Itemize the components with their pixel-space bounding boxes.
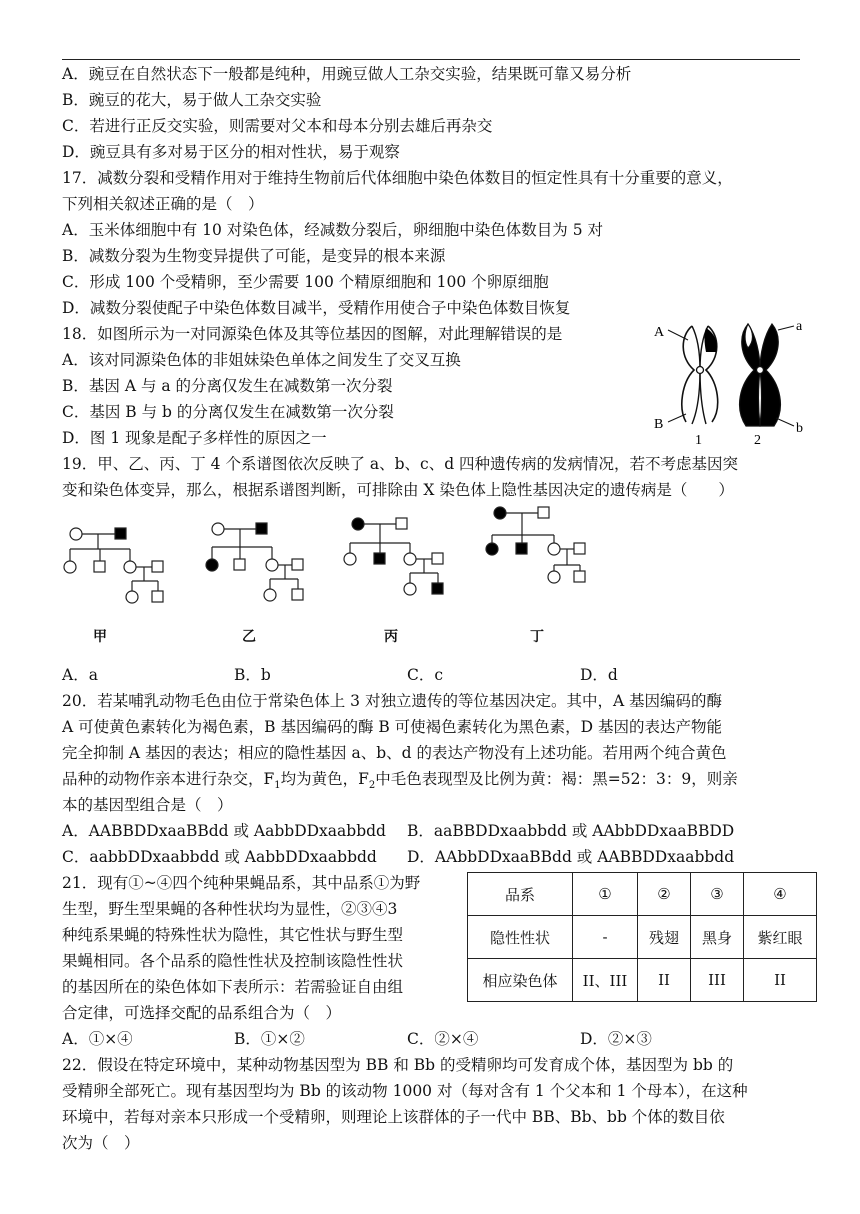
q21-stem-3: 种纯系果蝇的特殊性状为隐性，其它性状与野生型 [62,926,404,944]
q20-stem-5: 本的基因型组合是（ ） [62,796,233,814]
table-cell: 相应染色体 [468,959,573,1002]
chromosome-figure [650,318,810,448]
pedigree-ding [486,507,585,583]
q16-option-b: B．豌豆的花大，易于做人工杂交实验 [62,91,322,109]
table-cell: III [691,959,744,1002]
q18-stem: 18．如图所示为一对同源染色体及其等位基因的图解，对此理解错误的是 [62,325,563,343]
q22-stem-4: 次为（ ） [62,1134,140,1152]
q20-stem-4: 品种的动物作亲本进行杂交，$F_1$均为黄色，$F_2$中毛色表现型及比例为黄：褐：黑=52：3：9，则亲 [62,770,738,792]
table-cell: 残翅 [638,916,691,959]
table-row [468,959,817,1002]
table-cell: ② [638,873,691,916]
q18-option-a: A．该对同源染色体的非姐妹染色单体之间发生了交叉互换 [62,351,461,369]
q18-option-c: C．基因 B 与 b 的分离仅发生在减数第一次分裂 [62,403,394,421]
q21-option-a: A．①×④ [62,1030,133,1048]
pedigree-jia [64,528,163,603]
q20-option-d: D．AAbbDDxaaBBdd 或 AABBDDxaabbdd [407,848,735,866]
table-cell: 紫红眼 [744,916,817,959]
table-cell: ③ [691,873,744,916]
chromosome-1 [682,326,718,424]
q21-stem-6: 合定律，可选择交配的品系组合为（ ） [62,1004,342,1022]
table-cell: II、III [573,959,638,1002]
q19-option-a: A．a [62,666,98,684]
q20-stem-3: 完全抑制 A 基因的表达；相应的隐性基因 a、b、d 的表达产物没有上述功能。若用两个纯合黄色 [62,744,727,762]
pedigree-label-yi: 乙 [242,629,256,645]
q20-option-c: C．aabbDDxaabbdd 或 AabbDDxaabbdd [62,848,377,866]
q22-stem-3: 环境中，若每对亲本只形成一个受精卵，则理论上该群体的子一代中 BB、Bb、bb 个体的数目依 [62,1108,725,1126]
q21-option-c: C．②×④ [407,1030,479,1048]
q21-option-b: B．①×② [234,1030,305,1048]
q19-option-d: D．d [580,666,618,684]
q16-option-c: C．若进行正反交实验，则需要对父本和母本分别去雄后再杂交 [62,117,493,135]
chromosome-2 [740,324,781,426]
top-rule [62,59,800,60]
q18-option-b: B．基因 A 与 a 的分离仅发生在减数第一次分裂 [62,377,393,395]
table-cell: II [638,959,691,1002]
q21-stem-2: 生型，野生型果蝇的各种性状均为显性，②③④3 [62,900,398,918]
q20-stem-1: 20．若某哺乳动物毛色由位于常染色体上 3 对独立遗传的等位基因决定。其中，A 基因编码的酶 [62,692,723,710]
q19-option-b: B．b [234,666,271,684]
table-row [468,916,817,959]
pedigree-label-jia: 甲 [93,629,107,645]
label-1: 1 [695,433,702,448]
table-cell: 品系 [468,873,573,916]
pedigree-bing [344,518,443,595]
label-B: B [654,417,664,432]
q20-option-b: B．aaBBDDxaabbdd 或 AAbbDDxaaBBDD [407,822,735,840]
label-2: 2 [754,433,761,448]
strain-table [467,872,817,1002]
q17-option-d: D．减数分裂使配子中染色体数目减半，受精作用使合子中染色体数目恢复 [62,299,571,317]
q21-option-d: D．②×③ [580,1030,652,1048]
label-A: A [654,325,665,340]
q16-option-d: D．豌豆具有多对易于区分的相对性状，易于观察 [62,143,400,161]
pedigree-yi [206,523,303,601]
q20-option-a: A．AABBDDxaaBBdd 或 AabbDDxaabbdd [62,822,386,840]
table-row [468,873,817,916]
q17-option-a: A．玉米体细胞中有 10 对染色体，经减数分裂后，卵细胞中染色体数目为 5 对 [62,221,603,239]
q21-stem-5: 的基因所在的染色体如下表所示：若需验证自由组 [62,978,404,996]
table-cell: II [744,959,817,1002]
table-cell: - [573,916,638,959]
q21-stem-4: 果蝇相同。各个品系的隐性性状及控制该隐性性状 [62,952,404,970]
q17-stem-1: 17．减数分裂和受精作用对于维持生物前后代体细胞中染色体数目的恒定性具有十分重要的意义， [62,169,733,187]
pedigree-label-ding: 丁 [530,629,544,645]
q17-stem-2: 下列相关叙述正确的是（ ） [62,195,264,213]
q18-option-d: D．图 1 现象是配子多样性的原因之一 [62,429,327,447]
q22-stem-2: 受精卵全部死亡。现有基因型均为 Bb 的该动物 1000 对（每对含有 1 个父本和 1 个母本），在这种 [62,1082,748,1100]
label-b: b [796,421,803,436]
pedigree-figures [60,505,620,655]
q17-option-c: C．形成 100 个受精卵，至少需要 100 个精原细胞和 100 个卵原细胞 [62,273,549,291]
q21-stem-1: 21．现有①~④四个纯种果蝇品系，其中品系①为野 [62,874,421,892]
q17-option-b: B．减数分裂为生物变异提供了可能，是变异的根本来源 [62,247,446,265]
table-cell: 黑身 [691,916,744,959]
label-a: a [796,319,803,334]
table-cell: ④ [744,873,817,916]
table-cell: ① [573,873,638,916]
q22-stem-1: 22．假设在特定环境中，某种动物基因型为 BB 和 Bb 的受精卵均可发育成个体，基因型为 bb 的 [62,1056,734,1074]
pedigree-label-bing: 丙 [384,629,398,645]
q20-stem-2: A 可使黄色素转化为褐色素，B 基因编码的酶 B 可使褐色素转化为黑色素，D 基因的表达产物能 [62,718,723,736]
q19-stem-1: 19．甲、乙、丙、丁 4 个系谱图依次反映了 a、b、c、d 四种遗传病的发病情况，若不考虑基因突 [62,455,739,473]
q19-stem-2: 变和染色体变异，那么，根据系谱图判断，可排除由 X 染色体上隐性基因决定的遗传病是（ ） [62,481,734,499]
table-cell: 隐性性状 [468,916,573,959]
q16-option-a: A．豌豆在自然状态下一般都是纯种，用豌豆做人工杂交实验，结果既可靠又易分析 [62,65,632,83]
q19-option-c: C．c [407,666,444,684]
